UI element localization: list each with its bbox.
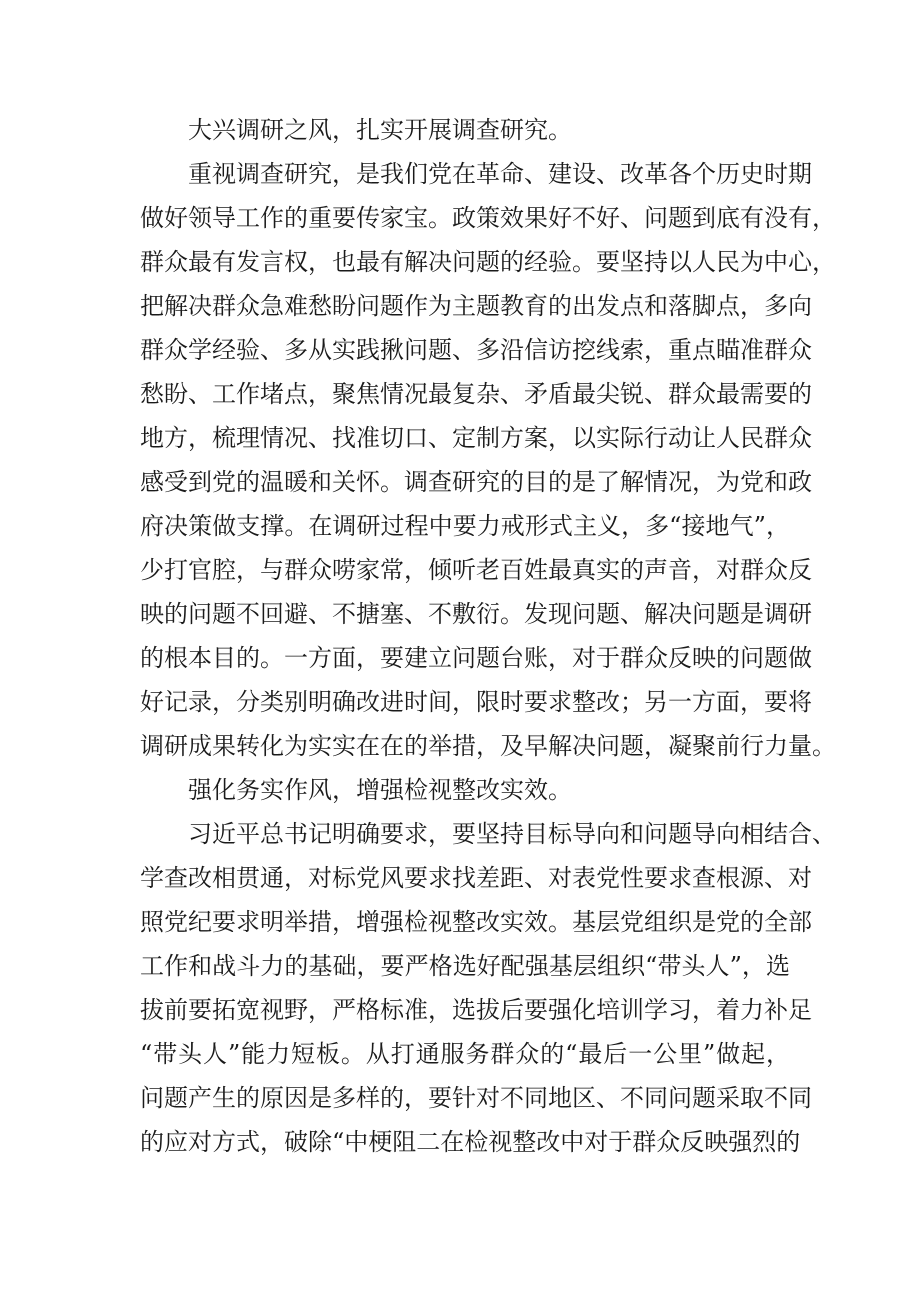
- paragraph-line: 少打官腔，与群众唠家常，倾听老百姓最真实的声音，对群众反: [140, 556, 812, 584]
- paragraph-line: 习近平总书记明确要求，要坚持目标导向和问题导向相结合、: [188, 820, 836, 848]
- paragraph-line: 学查改相贯通，对标党风要求找差距、对表党性要求查根源、对: [140, 864, 812, 892]
- paragraph-line: “带头人”能力短板。从打通服务群众的“最后一公里”做起，: [140, 1040, 790, 1068]
- paragraph-line: 感受到党的温暖和关怀。调查研究的目的是了解情况，为党和政: [140, 468, 812, 496]
- paragraph-line: 拔前要拓宽视野，严格标准，选拔后要强化培训学习，着力补足: [140, 996, 812, 1024]
- paragraph-line: 做好领导工作的重要传家宝。政策效果好不好、问题到底有没有，: [140, 204, 836, 232]
- paragraph-line: 愁盼、工作堵点，聚焦情况最复杂、矛盾最尖锐、群众最需要的: [140, 380, 812, 408]
- paragraph-line: 调研成果转化为实实在在的举措，及早解决问题，凝聚前行力量。: [140, 732, 836, 760]
- paragraph-line: 地方，梳理情况、找准切口、定制方案，以实际行动让人民群众: [140, 424, 812, 452]
- paragraph-line: 府决策做支撑。在调研过程中要力戒形式主义，多“接地气”，: [140, 512, 790, 540]
- heading-line-2: 强化务实作风，增强检视整改实效。: [188, 776, 572, 804]
- document-body: [140, 108, 836, 1164]
- paragraph-line: 映的问题不回避、不搪塞、不敷衍。发现问题、解决问题是调研: [140, 600, 812, 628]
- paragraph-line: 照党纪要求明举措，增强检视整改实效。基层党组织是党的全部: [140, 908, 812, 936]
- heading-line-1: 大兴调研之风，扎实开展调查研究。: [188, 116, 572, 144]
- paragraph-line: 把解决群众急难愁盼问题作为主题教育的出发点和落脚点，多向: [140, 292, 812, 320]
- paragraph-line: 的根本目的。一方面，要建立问题台账，对于群众反映的问题做: [140, 644, 812, 672]
- paragraph-line: 重视调查研究，是我们党在革命、建设、改革各个历史时期: [188, 160, 812, 188]
- paragraph-line: 的应对方式，破除“中梗阻二在检视整改中对于群众反映强烈的: [140, 1128, 801, 1156]
- paragraph-line: 问题产生的原因是多样的，要针对不同地区、不同问题采取不同: [140, 1084, 812, 1112]
- paragraph-line: 好记录，分类别明确改进时间，限时要求整改；另一方面，要将: [140, 688, 812, 716]
- paragraph-line: 工作和战斗力的基础，要严格选好配强基层组织“带头人”，选: [140, 952, 790, 980]
- paragraph-line: 群众学经验、多从实践揪问题、多沿信访挖线索，重点瞄准群众: [140, 336, 812, 364]
- paragraph-line: 群众最有发言权，也最有解决问题的经验。要坚持以人民为中心，: [140, 248, 836, 276]
